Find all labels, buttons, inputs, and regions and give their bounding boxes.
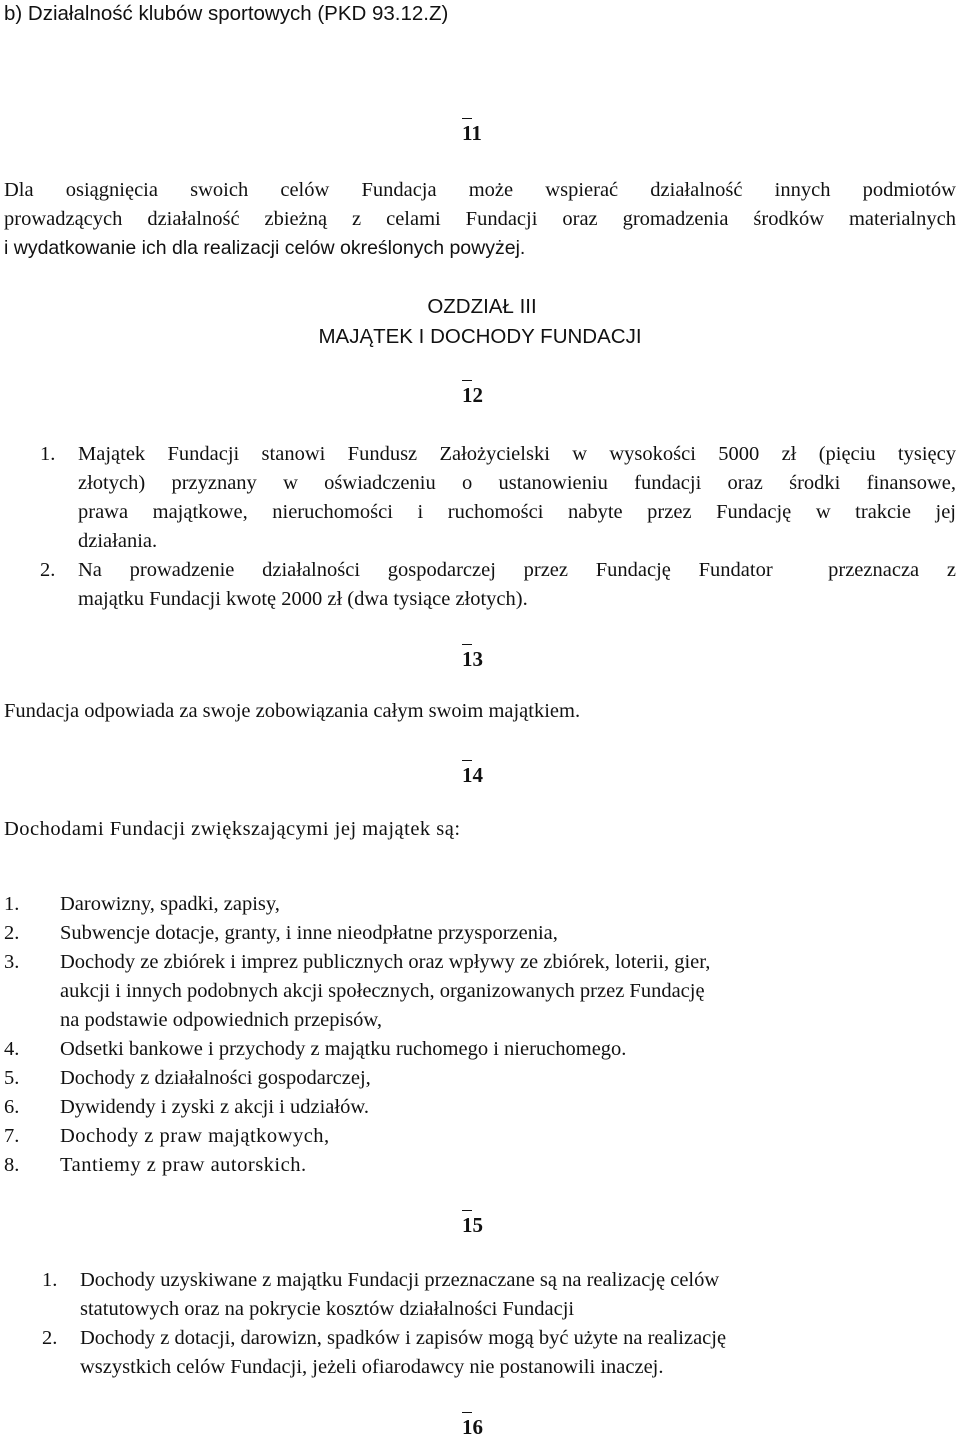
item-text: Dochody z działalności gospodarczej, [60, 1067, 371, 1089]
paragraph-12-line: działania. [78, 530, 158, 552]
item-text: Dochody uzyskiwane z majątku Fundacji przeznaczane są na realizację celów [80, 1269, 720, 1291]
paragraph-12-line: prawa majątkowe, nieruchomości i ruchomości nabyte przez Fundację w trakcie jej [78, 501, 956, 523]
section-11-heading [462, 118, 482, 146]
list-item [42, 1266, 726, 1295]
section-12-heading [462, 380, 483, 408]
section-15-number: 15 [462, 1213, 483, 1237]
paragraph-12-line: złotych) przyznany w oświadczeniu o ustanowieniu fundacji oraz środki finansowe, [78, 472, 956, 494]
paragraph-11-line: i wydatkowanie ich dla realizacji celów określonych powyżej. [4, 237, 526, 259]
list-item [4, 1122, 710, 1151]
list-item [4, 1035, 710, 1064]
item-number: 1. [4, 893, 20, 915]
item-text: Dochody z dotacji, darowizn, spadków i zapisów mogą być użyte na realizację [80, 1327, 727, 1349]
income-list [4, 890, 710, 1180]
paragraph-12-line: Majątek Fundacji stanowi Fundusz Założycielski w wysokości 5000 zł (pięciu tysięcy [78, 443, 956, 465]
section-13-number: 13 [462, 647, 483, 671]
paragraph-12-item-2 [40, 556, 956, 614]
header-text: b) Działalność klubów sportowych (PKD 93.12.Z) [4, 2, 449, 25]
section-16-heading [462, 1412, 483, 1440]
item-text: Odsetki bankowe i przychody z majątku ruchomego i nieruchomego. [60, 1038, 627, 1060]
list-item [4, 1064, 710, 1093]
item-number: 2. [40, 559, 56, 581]
item-number: 1. [42, 1269, 58, 1291]
paragraph-12-item-1 [40, 440, 956, 556]
section-13-heading [462, 644, 483, 672]
item-text: Darowizny, spadki, zapisy, [60, 893, 280, 915]
list-item [4, 1151, 710, 1180]
list-item [4, 1093, 710, 1122]
list-item [4, 919, 710, 948]
section-12-number: 12 [462, 383, 483, 407]
section-14-number: 14 [462, 763, 483, 787]
paragraph-11 [4, 176, 956, 263]
item-text: Subwencje dotacje, granty, i inne nieodpłatne przysporzenia, [60, 922, 558, 944]
paragraph-13-text: Fundacja odpowiada za swoje zobowiązania całym swoim majątkiem. [4, 700, 581, 722]
paragraph-13 [4, 700, 580, 723]
list-item-continuation: wszystkich celów Fundacji, jeżeli ofiarodawcy nie postanowili inaczej. [80, 1356, 664, 1378]
item-number: 2. [42, 1327, 58, 1349]
item-number: 2. [4, 922, 20, 944]
item-number: 1. [40, 443, 56, 465]
list-item [42, 1324, 726, 1353]
item-text: Dochody z praw majątkowych, [60, 1125, 330, 1147]
paragraph-14-intro [4, 818, 461, 841]
section-14-heading [462, 760, 483, 788]
list-item-continuation: aukcji i innych podobnych akcji społecznych, organizowanych przez Fundację [60, 980, 705, 1002]
item-number: 4. [4, 1038, 20, 1060]
list-item [4, 948, 710, 977]
paragraph-12-line: majątku Fundacji kwotę 2000 zł (dwa tysiące złotych). [78, 588, 528, 610]
header-line [4, 2, 448, 26]
item-text: Dochody ze zbiórek i imprez publicznych oraz wpływy ze zbiórek, loterii, gier, [60, 951, 711, 973]
paragraph-11-line: Dla osiągnięcia swoich celów Fundacja może wspierać działalność innych podmiotów [4, 179, 956, 201]
chapter-line-1: OZDZIAŁ III [427, 295, 537, 318]
item-number: 3. [4, 951, 20, 973]
paragraph-11-line: prowadzących działalność zbieżną z celami Fundacji oraz gromadzenia środków materialnych [4, 208, 956, 230]
chapter-title [0, 292, 960, 352]
item-number: 6. [4, 1096, 20, 1118]
list-item-continuation: na podstawie odpowiednich przepisów, [60, 1009, 383, 1031]
paragraph-12-line: Na prowadzenie działalności gospodarczej przez Fundację Fundator przeznacza z [78, 559, 956, 581]
item-number: 7. [4, 1125, 20, 1147]
item-text: Dywidendy i zyski z akcji i udziałów. [60, 1096, 369, 1118]
section-16-number: 16 [462, 1415, 483, 1439]
allocation-list [42, 1266, 726, 1382]
chapter-line-2: MAJĄTEK I DOCHODY FUNDACJI [318, 325, 642, 348]
item-number: 8. [4, 1154, 20, 1176]
section-15-heading [462, 1210, 483, 1238]
item-text: Tantiemy z praw autorskich. [60, 1154, 307, 1176]
list-item-continuation: statutowych oraz na pokrycie kosztów działalności Fundacji [80, 1298, 575, 1320]
list-item [4, 890, 710, 919]
paragraph-14-intro-text: Dochodami Fundacji zwiększającymi jej majątek są: [4, 818, 461, 840]
section-11-number: 11 [462, 121, 482, 145]
item-number: 5. [4, 1067, 20, 1089]
